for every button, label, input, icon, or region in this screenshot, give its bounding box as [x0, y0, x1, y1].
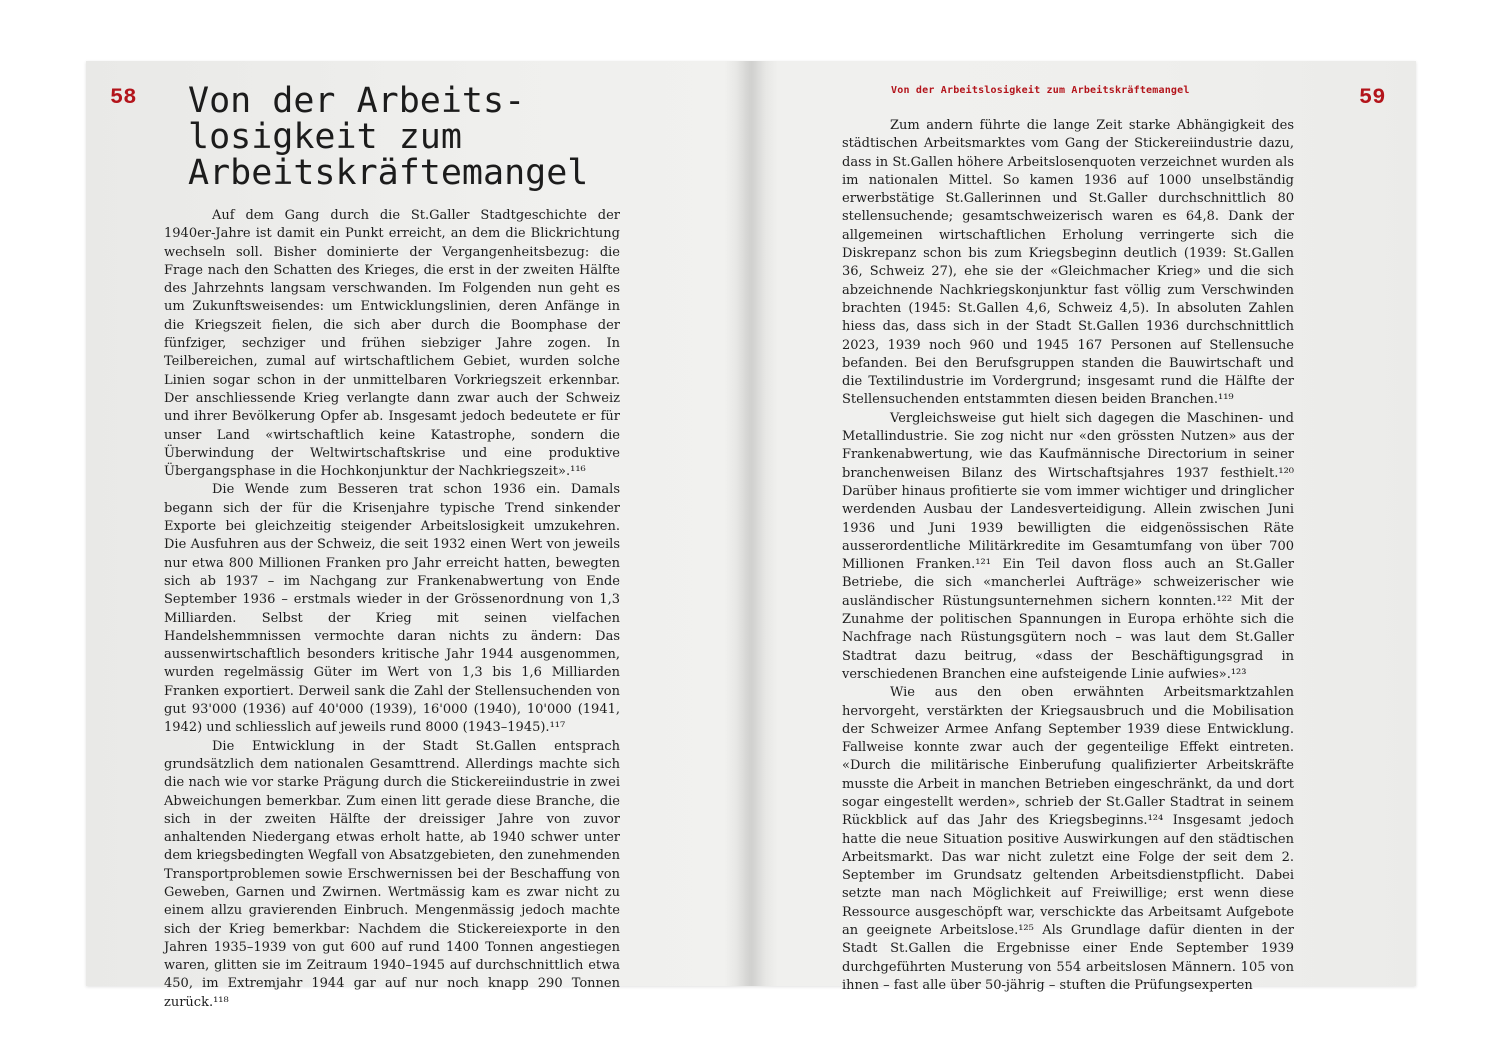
chapter-title-line-1: Von der Arbeits-	[188, 81, 526, 121]
chapter-title-line-3: Arbeitskräftemangel	[188, 153, 589, 193]
body-paragraph: Wie aus den oben erwähnten Arbeitsmarktzahlen hervorgeht, verstärkten der Kriegsausbruch und die Mobilisation der Schweizer Armee Anfang September 1939 diese Entwicklung. Fallweise konnte zwar auch der gegenteilige Effekt eintreten. «Durch die militärische Einberufung qualifizierter Arbeitskräfte musste die Arbeit in manchen Betrieben eingeschränkt, da und dort sogar eingestellt werden», schrieb der St.Galler Stadtrat in seinem Rückblick auf das Jahr des Kriegsbeginns.¹²⁴ Insgesamt jedoch hatte die neue Situation positive Auswirkungen auf den städtischen Arbeitsmarkt. Das war nicht zuletzt eine Folge der seit dem 2. September im Grundsatz geltenden Arbeitsdienstpflicht. Dabei setzte man nach Möglichkeit auf Freiwillige; erst wenn diese Ressource ausgeschöpft war, verschickte das Arbeitsamt Aufgebote an geeignete Arbeitslose.¹²⁵ Als Grundlage dafür dienten in der Stadt St.Gallen die Ergebnisse einer Ende September 1939 durchgeführten Musterung von 554 arbeitslosen Männern. 105 von ihnen – fast alle über 50-jährig – stuften die Prüfungsexperten	[842, 685, 1294, 993]
body-paragraph: Die Entwicklung in der Stadt St.Gallen entsprach grundsätzlich dem nationalen Gesamttrend. Allerdings machte sich die nach wie vor starke Prägung durch die Stickereiindustrie in zwei Abweichungen bemerkbar. Zum einen litt gerade diese Branche, die sich in der zweiten Hälfte der dreissiger Jahre von zuvor anhaltenden Niedergang etwas erholt hatte, ab 1940 schwer unter dem kriegsbedingten Wegfall von Absatzgebieten, den zunehmenden Transportproblemen sowie Erschwernissen bei der Beschaffung von Geweben, Garnen und Zwirnen. Wertmässig kam es zwar nicht zu einem allzu gravierenden Einbruch. Mengenmässig jedoch machte sich der Krieg bemerkbar: Nachdem die Stickereiexporte in den Jahren 1935–1939 von gut 600 auf rund 1400 Tonnen angestiegen waren, glitten sie im Zeitraum 1940–1945 auf durchschnittlich etwa 450, im Extremjahr 1944 gar auf nur noch knapp 290 Tonnen zurück.¹¹⁸	[164, 738, 620, 1010]
right-page-number: 59	[1359, 85, 1386, 110]
chapter-title-line-2: losigkeit zum	[188, 117, 462, 157]
body-paragraph: Vergleichsweise gut hielt sich dagegen die Maschinen- und Metallindustrie. Sie zog nicht nur «den grössten Nutzen» aus der Frankenabwertung, wie das Kaufmännische Directorium in seiner branchenweisen Bilanz des Wirtschaftsjahres 1937 festhielt.¹²⁰ Darüber hinaus profitierte sie vom immer wichtiger und dringlicher werdenden Ausbau der Landesverteidigung. Allein zwischen Juni 1936 und Juni 1939 bewilligten die eidgenössischen Räte ausserordentliche Militärkredite im Gesamtumfang von über 700 Millionen Franken.¹²¹ Ein Teil davon floss auch an St.Galler Betriebe, die sich «mancherlei Aufträge» schweizerischer wie ausländischer Rüstungsunternehmen sichern konnten.¹²² Mit der Zunahme der politischen Spannungen in Europa erhöhte sich die Nachfrage nach Rüstungsgütern noch – was laut dem St.Galler Stadtrat dazu beitrug, «dass der Beschäftigungsgrad in verschiedenen Branchen eine aufsteigende Linie aufwies».¹²³	[842, 410, 1294, 682]
left-page-body	[164, 207, 620, 1012]
body-paragraph: Auf dem Gang durch die St.Galler Stadtgeschichte der 1940er-Jahre ist damit ein Punkt erreicht, an dem die Blickrichtung wechseln soll. Bisher dominierte der Vergangenheitsbezug: die Frage nach den Schatten des Krieges, die erst in der zweiten Hälfte des Jahrzehnts langsam verschwanden. Im Folgenden nun geht es um Zukunftsweisendes: um Entwicklungslinien, deren Anfänge in die Kriegszeit fielen, die sich aber durch die Boomphase der fünfziger, sechziger und frühen siebziger Jahre zogen. In Teilbereichen, zumal auf wirtschaftlichem Gebiet, wurden solche Linien sogar schon in der unmittelbaren Vorkriegszeit erkennbar. Der anschliessende Krieg verlangte dann zwar auch der Schweiz und ihrer Bevölkerung Opfer ab. Insgesamt jedoch bedeutete er für unser Land «wirtschaftlich keine Katastrophe, sondern die Überwindung der Weltwirtschaftskrise und eine produktive Übergangsphase in die Hochkonjunktur der Nachkriegszeit».¹¹⁶	[164, 208, 620, 480]
body-paragraph: Zum andern führte die lange Zeit starke Abhängigkeit des städtischen Arbeitsmarktes vom Gang der Stickereiindustrie dazu, dass in St.Gallen höhere Arbeitslosenquoten verzeichnet wurden als im nationalen Mittel. So kamen 1936 auf 1000 unselbständig erwerbstätige St.Gallerinnen und St.Galler durchschnittlich 80 stellensuchende; gesamtschweizerisch waren es 64,8. Dank der allgemeinen wirtschaftlichen Erholung verringerte sich die Diskrepanz schon bis zum Kriegsbeginn deutlich (1939: St.Gallen 36, Schweiz 27), ehe sie der «Gleichmacher Krieg» und die sich abzeichnende Nachkriegskonjunktur fast völlig zum Verschwinden brachten (1945: St.Gallen 4,6, Schweiz 4,5). In absoluten Zahlen hiess das, dass sich in der Stadt St.Gallen 1936 durchschnittlich 2023, 1939 noch 960 und 1945 167 Personen auf Stellensuche befanden. Bei den Berufsgruppen standen die Bauwirtschaft und die Textilindustrie im Vordergrund; insgesamt rund die Hälfte der Stellensuchenden entstammten diesen beiden Branchen.¹¹⁹	[842, 118, 1294, 408]
book-spread	[86, 61, 1416, 1010]
body-paragraph: Die Wende zum Besseren trat schon 1936 ein. Damals begann sich der für die Krisenjahre typische Trend sinkender Exporte bei gleichzeitig steigender Arbeitslosigkeit umzukehren. Die Ausfuhren aus der Schweiz, die seit 1932 einen Wert von jeweils nur etwa 800 Millionen Franken pro Jahr erreicht hatten, bewegten sich ab 1937 – im Nachgang zur Frankenabwertung von Ende September 1936 – erstmals wieder in der Grössenordnung von 1,3 Milliarden. Selbst der Krieg mit seinen vielfachen Handelshemmnissen vermochte daran nichts zu ändern: Das aussenwirtschaftlich besonders kritische Jahr 1944 ausgenommen, wurden regelmässig Güter im Wert von 1,3 bis 1,6 Milliarden Franken exportiert. Derweil sank die Zahl der Stellensuchenden von gut 93'000 (1936) auf 40'000 (1939), 16'000 (1940), 10'000 (1941, 1942) und schliesslich auf jeweils rund 8000 (1943–1945).¹¹⁷	[164, 482, 620, 736]
chapter-title	[188, 83, 588, 191]
left-page-number: 58	[110, 85, 137, 110]
right-page-body	[842, 117, 1294, 995]
running-head: Von der Arbeitslosigkeit zum Arbeitskräftemangel	[891, 85, 1190, 96]
book-gutter	[736, 61, 766, 986]
